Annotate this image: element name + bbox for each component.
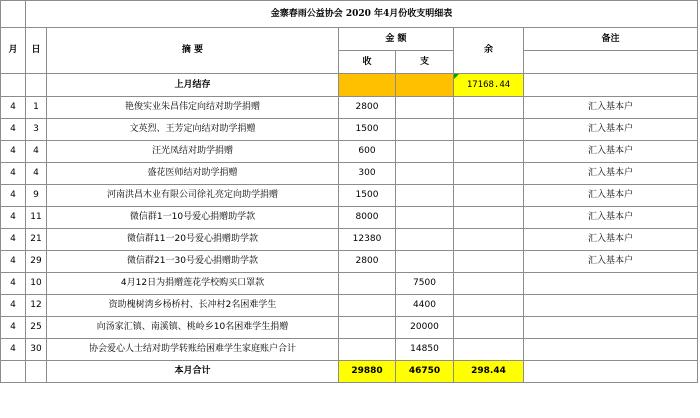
row-day-cell[interactable]: 1 xyxy=(26,97,47,119)
title-left-cell[interactable] xyxy=(1,1,26,28)
table-row xyxy=(1,317,698,339)
table-row xyxy=(1,273,698,295)
header-month[interactable]: 月 xyxy=(1,28,26,74)
row-month-cell[interactable]: 4 xyxy=(1,163,26,185)
row-summary-cell[interactable]: 汪光凤结对助学捐赠 xyxy=(47,141,339,163)
row-day-cell[interactable]: 12 xyxy=(26,295,47,317)
row-month-cell[interactable]: 4 xyxy=(1,339,26,361)
title-row xyxy=(1,1,698,28)
table-row xyxy=(1,141,698,163)
total-income[interactable]: 29880 xyxy=(339,361,396,383)
row-remark-cell[interactable]: 汇入基本户 xyxy=(524,97,698,119)
row-summary-cell[interactable]: 向汤家汇镇、南溪镇、桃岭乡10名困难学生捐赠 xyxy=(47,317,339,339)
total-remark-cell[interactable] xyxy=(524,361,698,383)
total-month-cell[interactable] xyxy=(1,361,26,383)
prev-remark-cell[interactable] xyxy=(524,74,698,97)
row-day-cell[interactable]: 30 xyxy=(26,339,47,361)
header-expense[interactable]: 支 xyxy=(396,51,454,74)
header-row-1 xyxy=(1,28,698,51)
row-day-cell[interactable]: 3 xyxy=(26,119,47,141)
row-income-cell[interactable]: 1500 xyxy=(339,185,396,207)
row-balance-cell[interactable] xyxy=(454,141,524,163)
total-label[interactable]: 本月合计 xyxy=(47,361,339,383)
header-remark[interactable]: 备注 xyxy=(524,28,698,51)
row-balance-cell[interactable] xyxy=(454,163,524,185)
row-expense-cell[interactable] xyxy=(396,97,454,119)
row-month-cell[interactable]: 4 xyxy=(1,207,26,229)
header-income[interactable]: 收 xyxy=(339,51,396,74)
row-remark-cell[interactable] xyxy=(524,273,698,295)
row-summary-cell[interactable]: 河南洪昌木业有限公司徐礼亮定向助学捐赠 xyxy=(47,185,339,207)
row-day-cell[interactable]: 29 xyxy=(26,251,47,273)
row-balance-cell[interactable] xyxy=(454,97,524,119)
row-remark-cell[interactable] xyxy=(524,339,698,361)
row-remark-cell[interactable]: 汇入基本户 xyxy=(524,229,698,251)
total-balance[interactable]: 298.44 xyxy=(454,361,524,383)
row-summary-cell[interactable]: 微信群11一20号爱心捐赠助学款 xyxy=(47,229,339,251)
row-month-cell[interactable]: 4 xyxy=(1,185,26,207)
row-income-cell[interactable]: 1500 xyxy=(339,119,396,141)
table-row xyxy=(1,339,698,361)
row-balance-cell[interactable] xyxy=(454,207,524,229)
row-remark-cell[interactable] xyxy=(524,317,698,339)
row-balance-cell[interactable] xyxy=(454,273,524,295)
row-income-cell[interactable] xyxy=(339,339,396,361)
sheet-title[interactable]: 金寨春雨公益协会 2020 年4月份收支明细表 xyxy=(26,1,698,28)
row-day-cell[interactable]: 4 xyxy=(26,141,47,163)
header-amount[interactable]: 金 额 xyxy=(339,28,454,51)
prev-income-cell[interactable] xyxy=(339,74,396,97)
total-expense[interactable]: 46750 xyxy=(396,361,454,383)
table-row xyxy=(1,185,698,207)
row-expense-cell[interactable] xyxy=(396,185,454,207)
row-income-cell[interactable]: 600 xyxy=(339,141,396,163)
row-income-cell[interactable] xyxy=(339,273,396,295)
total-row xyxy=(1,361,698,383)
row-day-cell[interactable]: 9 xyxy=(26,185,47,207)
table-row xyxy=(1,207,698,229)
row-summary-cell[interactable]: 微信群1一10号爱心捐赠助学款 xyxy=(47,207,339,229)
table-row xyxy=(1,295,698,317)
row-summary-cell[interactable]: 艳俊实业朱昌伟定向结对助学捐赠 xyxy=(47,97,339,119)
row-summary-cell[interactable]: 盛花医师结对助学捐赠 xyxy=(47,163,339,185)
row-summary-cell[interactable]: 文英烈、王芳定向结对助学捐赠 xyxy=(47,119,339,141)
row-day-cell[interactable]: 10 xyxy=(26,273,47,295)
row-balance-cell[interactable] xyxy=(454,339,524,361)
total-day-cell[interactable] xyxy=(26,361,47,383)
previous-balance-row xyxy=(1,74,698,97)
row-remark-cell[interactable]: 汇入基本户 xyxy=(524,251,698,273)
previous-balance-value[interactable]: 17168.44 xyxy=(454,74,524,97)
row-month-cell[interactable]: 4 xyxy=(1,141,26,163)
row-balance-cell[interactable] xyxy=(454,185,524,207)
table-row xyxy=(1,251,698,273)
row-remark-cell[interactable]: 汇入基本户 xyxy=(524,207,698,229)
row-expense-cell[interactable] xyxy=(396,251,454,273)
prev-month-cell[interactable] xyxy=(1,74,26,97)
row-balance-cell[interactable] xyxy=(454,251,524,273)
row-remark-cell[interactable]: 汇入基本户 xyxy=(524,141,698,163)
row-expense-cell[interactable] xyxy=(396,163,454,185)
row-income-cell[interactable]: 300 xyxy=(339,163,396,185)
row-income-cell[interactable]: 12380 xyxy=(339,229,396,251)
table-row xyxy=(1,119,698,141)
row-expense-cell[interactable]: 4400 xyxy=(396,295,454,317)
header-day[interactable]: 日 xyxy=(26,28,47,74)
row-income-cell[interactable]: 8000 xyxy=(339,207,396,229)
row-income-cell[interactable] xyxy=(339,295,396,317)
table-row xyxy=(1,163,698,185)
header-remark-blank[interactable] xyxy=(524,51,698,74)
row-expense-cell[interactable] xyxy=(396,119,454,141)
row-balance-cell[interactable] xyxy=(454,119,524,141)
row-day-cell[interactable]: 25 xyxy=(26,317,47,339)
row-remark-cell[interactable]: 汇入基本户 xyxy=(524,119,698,141)
row-day-cell[interactable]: 21 xyxy=(26,229,47,251)
row-month-cell[interactable]: 4 xyxy=(1,273,26,295)
prev-day-cell[interactable] xyxy=(26,74,47,97)
row-balance-cell[interactable] xyxy=(454,229,524,251)
row-income-cell[interactable] xyxy=(339,317,396,339)
row-month-cell[interactable]: 4 xyxy=(1,317,26,339)
row-income-cell[interactable]: 2800 xyxy=(339,97,396,119)
row-expense-cell[interactable] xyxy=(396,207,454,229)
row-expense-cell[interactable] xyxy=(396,229,454,251)
prev-expense-cell[interactable] xyxy=(396,74,454,97)
row-remark-cell[interactable]: 汇入基本户 xyxy=(524,185,698,207)
row-expense-cell[interactable]: 20000 xyxy=(396,317,454,339)
header-balance[interactable]: 余 xyxy=(454,28,524,74)
row-expense-cell[interactable]: 7500 xyxy=(396,273,454,295)
row-month-cell[interactable]: 4 xyxy=(1,119,26,141)
table-row xyxy=(1,97,698,119)
row-month-cell[interactable]: 4 xyxy=(1,295,26,317)
row-balance-cell[interactable] xyxy=(454,317,524,339)
table-row xyxy=(1,229,698,251)
row-day-cell[interactable]: 4 xyxy=(26,163,47,185)
row-summary-cell[interactable]: 微信群21一30号爱心捐赠助学款 xyxy=(47,251,339,273)
row-balance-cell[interactable] xyxy=(454,295,524,317)
row-day-cell[interactable]: 11 xyxy=(26,207,47,229)
row-summary-cell[interactable]: 资助槐树湾乡杨桥村、长冲村2名困难学生 xyxy=(47,295,339,317)
row-income-cell[interactable]: 2800 xyxy=(339,251,396,273)
row-remark-cell[interactable] xyxy=(524,295,698,317)
row-month-cell[interactable]: 4 xyxy=(1,229,26,251)
header-summary[interactable]: 摘 要 xyxy=(47,28,339,74)
previous-balance-label[interactable]: 上月结存 xyxy=(47,74,339,97)
row-expense-cell[interactable] xyxy=(396,141,454,163)
row-month-cell[interactable]: 4 xyxy=(1,251,26,273)
row-summary-cell[interactable]: 协会爱心人士结对助学转账给困难学生家庭账户合计 xyxy=(47,339,339,361)
row-summary-cell[interactable]: 4月12日为捐赠莲花学校购买口罩款 xyxy=(47,273,339,295)
row-expense-cell[interactable]: 14850 xyxy=(396,339,454,361)
row-month-cell[interactable]: 4 xyxy=(1,97,26,119)
row-remark-cell[interactable]: 汇入基本户 xyxy=(524,163,698,185)
